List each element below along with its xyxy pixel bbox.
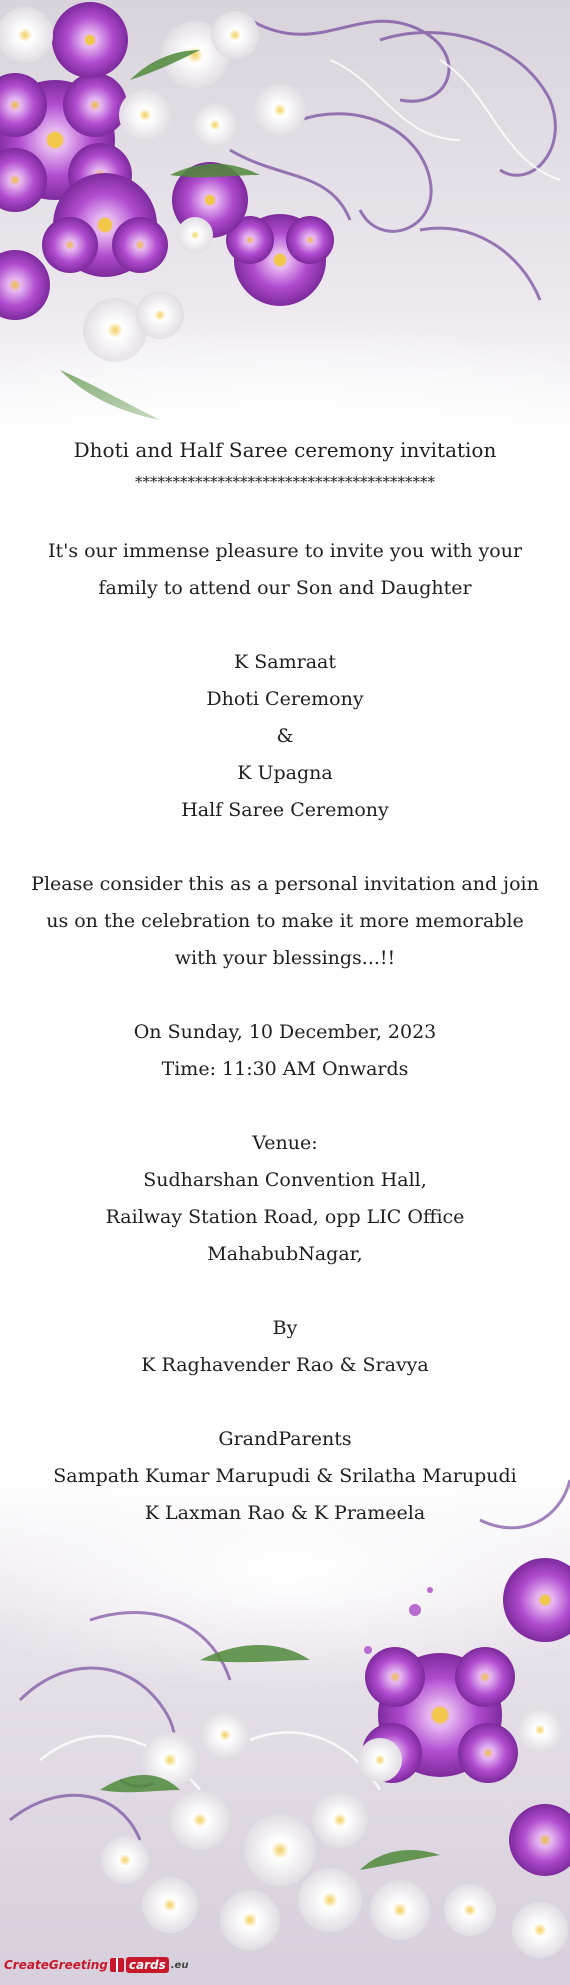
ampersand: &	[276, 725, 294, 747]
brand-name-part2: cards	[126, 1957, 169, 1973]
venue-line: Sudharshan Convention Hall,	[143, 1169, 427, 1191]
grandparents-label: GrandParents	[218, 1428, 352, 1450]
venue-line: MahabubNagar,	[207, 1243, 363, 1265]
invitation-text	[30, 432, 540, 1532]
gift-box-icon	[110, 1958, 124, 1972]
son-ceremony: Dhoti Ceremony	[206, 688, 364, 710]
son-name: K Samraat	[234, 651, 336, 673]
brand-logo-link[interactable]	[4, 1950, 188, 1980]
by-label: By	[272, 1317, 298, 1339]
brand-name-part1: CreateGreeting	[4, 1958, 108, 1972]
intro-line: It's our immense pleasure to invite you with your	[47, 540, 523, 562]
request-line: Please consider this as a personal invitation and join	[31, 873, 539, 895]
venue-line: Railway Station Road, opp LIC Office	[105, 1206, 465, 1228]
intro-line: family to attend our Son and Daughter	[98, 577, 472, 599]
invitation-title: Dhoti and Half Saree ceremony invitation	[73, 438, 497, 462]
event-date: On Sunday, 10 December, 2023	[133, 1021, 437, 1043]
daughter-name: K Upagna	[237, 762, 333, 784]
request-line: us on the celebration to make it more memorable	[46, 910, 524, 932]
event-time: Time: 11:30 AM Onwards	[161, 1058, 409, 1080]
daughter-ceremony: Half Saree Ceremony	[181, 799, 389, 821]
brand-name-part3: .eu	[170, 1959, 189, 1971]
grandparents-line: Sampath Kumar Marupudi & Srilatha Marupudi	[53, 1465, 517, 1487]
request-line: with your blessings...!!	[174, 947, 396, 969]
grandparents-line: K Laxman Rao & K Prameela	[144, 1502, 426, 1524]
separator-line: ****************************************	[135, 473, 435, 491]
hosts: K Raghavender Rao & Sravya	[141, 1354, 429, 1376]
venue-label: Venue:	[252, 1132, 318, 1154]
